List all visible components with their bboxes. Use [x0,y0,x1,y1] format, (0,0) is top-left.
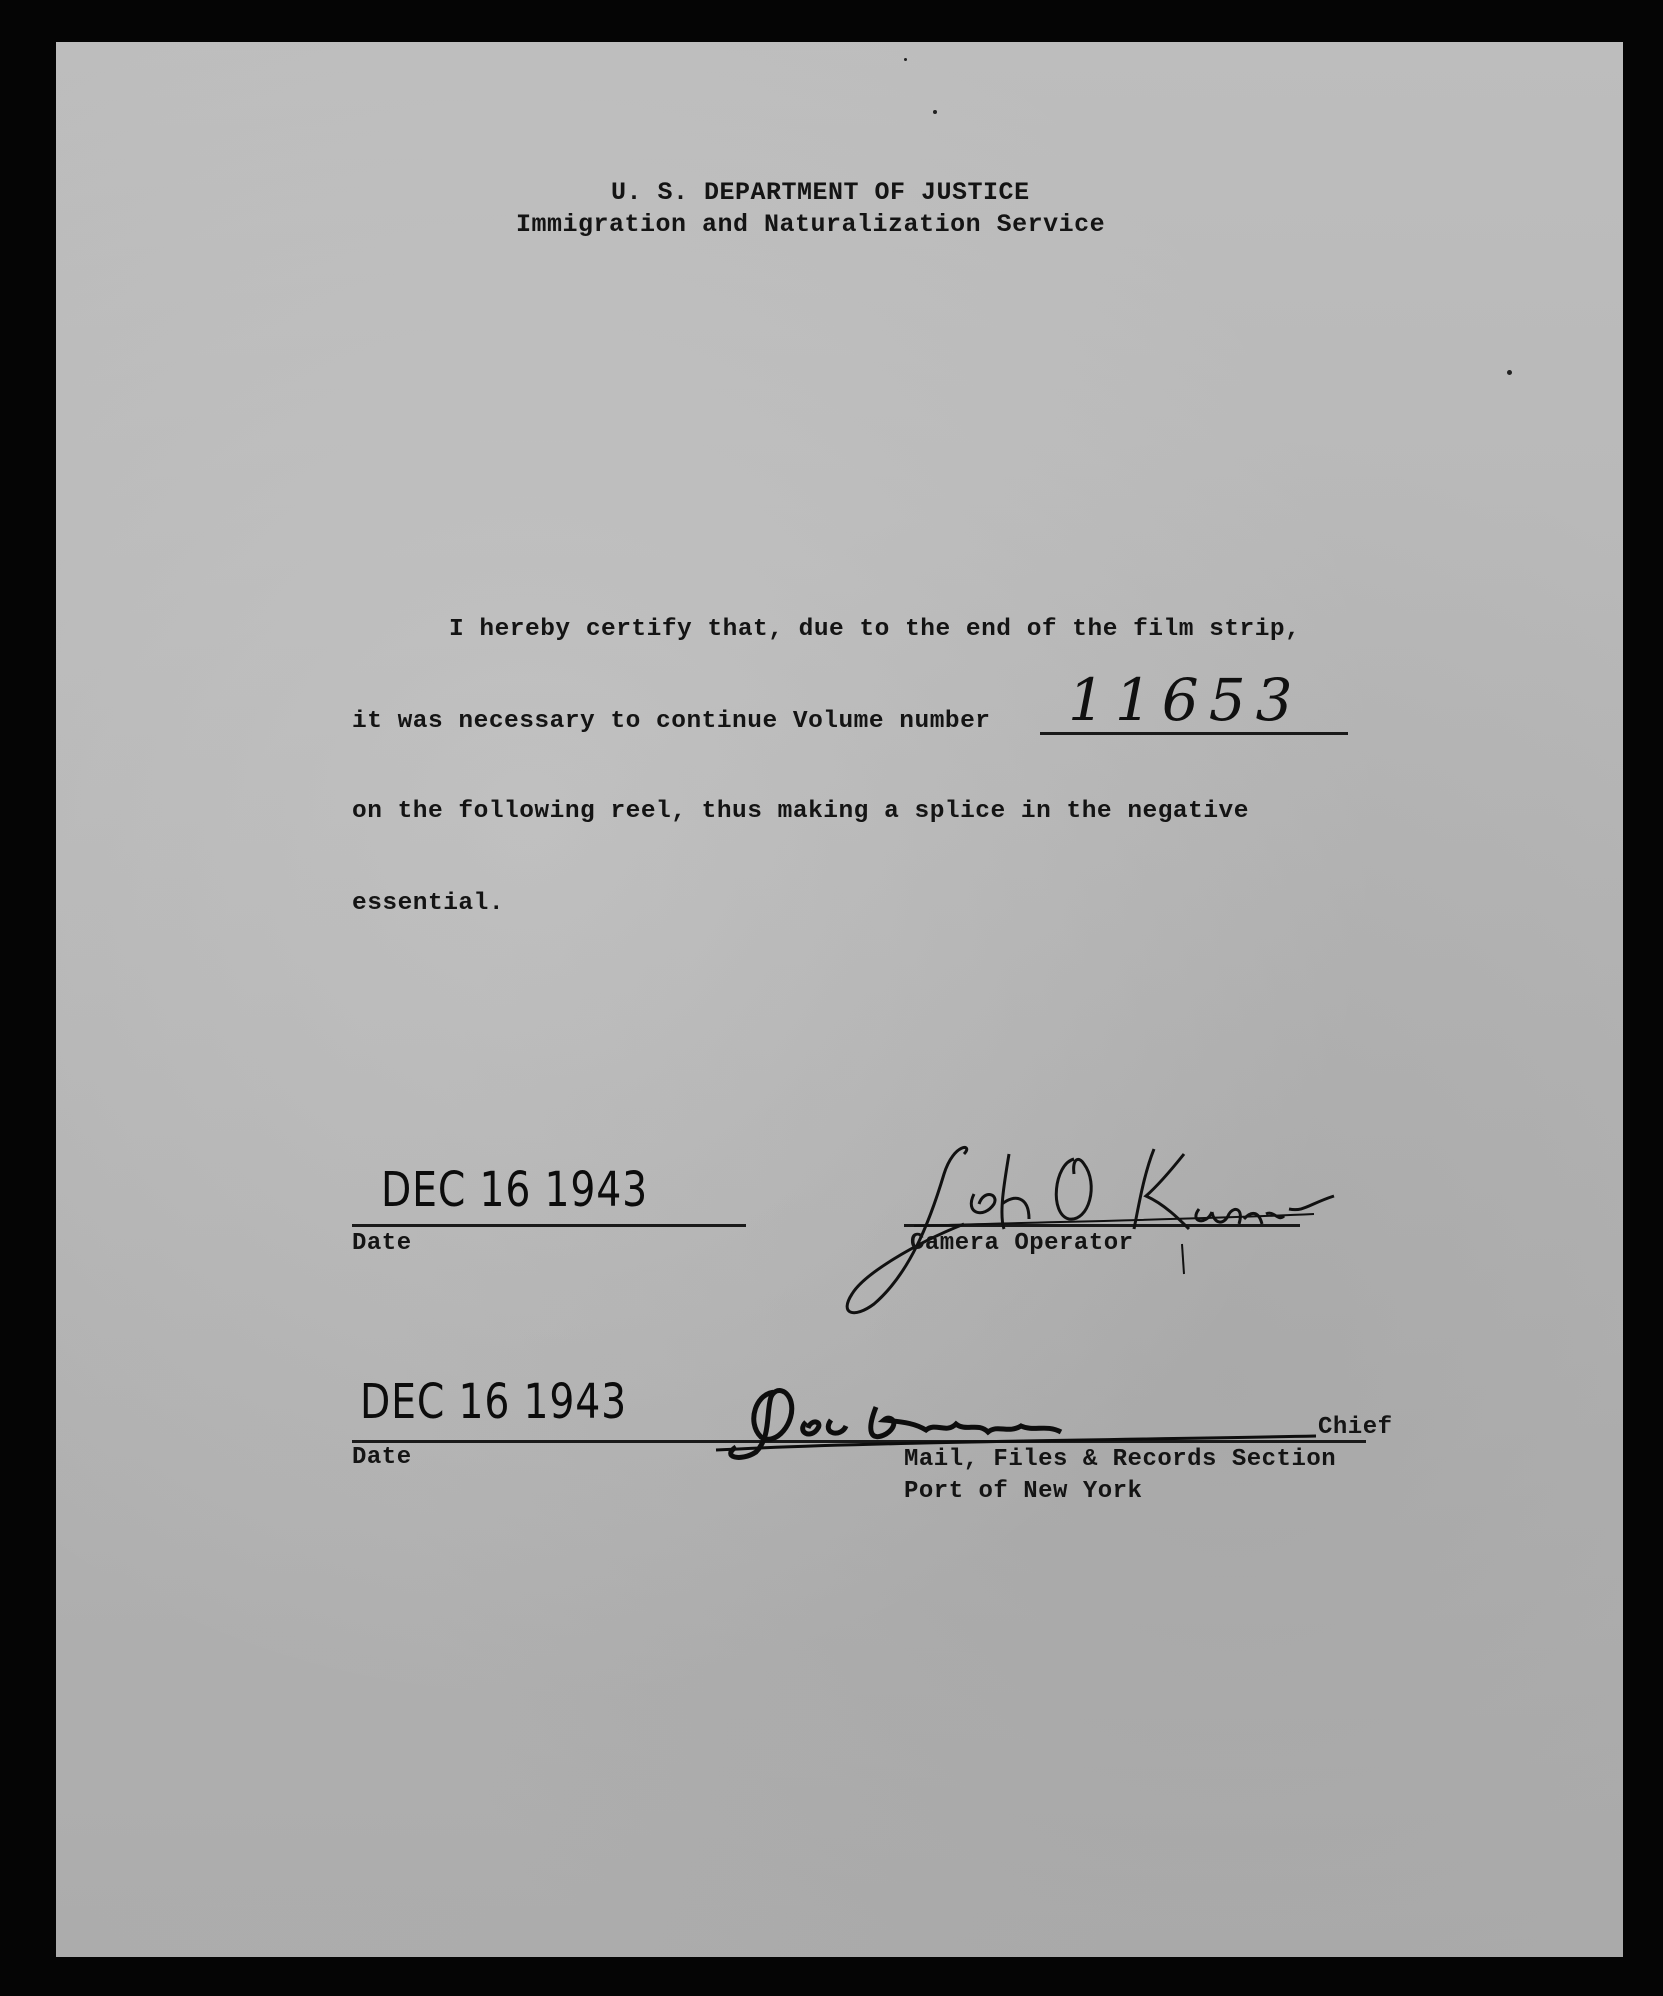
section-title: Mail, Files & Records Section [904,1446,1337,1473]
date-label-2: Date [352,1444,412,1471]
certificate-line-4: essential. [352,890,505,917]
document-page [56,42,1623,1957]
dust-speck [904,58,907,61]
date-stamp-2: DEC 16 1943 [360,1374,627,1430]
certificate-line-2: it was necessary to continue Volume number [352,708,991,735]
signature-text-1 [956,1182,970,1183]
camera-operator-signature [834,1134,1354,1324]
service-heading: Immigration and Naturalization Service [516,210,1106,239]
certificate-line-1: I hereby certify that, due to the end of the film strip, [449,616,1301,643]
date-rule-1 [352,1224,746,1227]
camera-operator-label: Camera Operator [910,1230,1134,1257]
department-heading: U. S. DEPARTMENT OF JUSTICE [611,178,1030,207]
date-stamp-1: DEC 16 1943 [381,1162,648,1218]
port-title: Port of New York [904,1478,1143,1505]
chief-title: Chief [1318,1414,1393,1441]
volume-number: 11653 [1068,666,1303,734]
date-label-1: Date [352,1230,412,1257]
date-rule-2 [352,1440,746,1443]
dust-speck [933,110,937,114]
signature-text-2 [816,1402,828,1403]
certificate-line-3: on the following reel, thus making a splice in the negative [352,798,1249,825]
dust-speck [1507,370,1512,375]
